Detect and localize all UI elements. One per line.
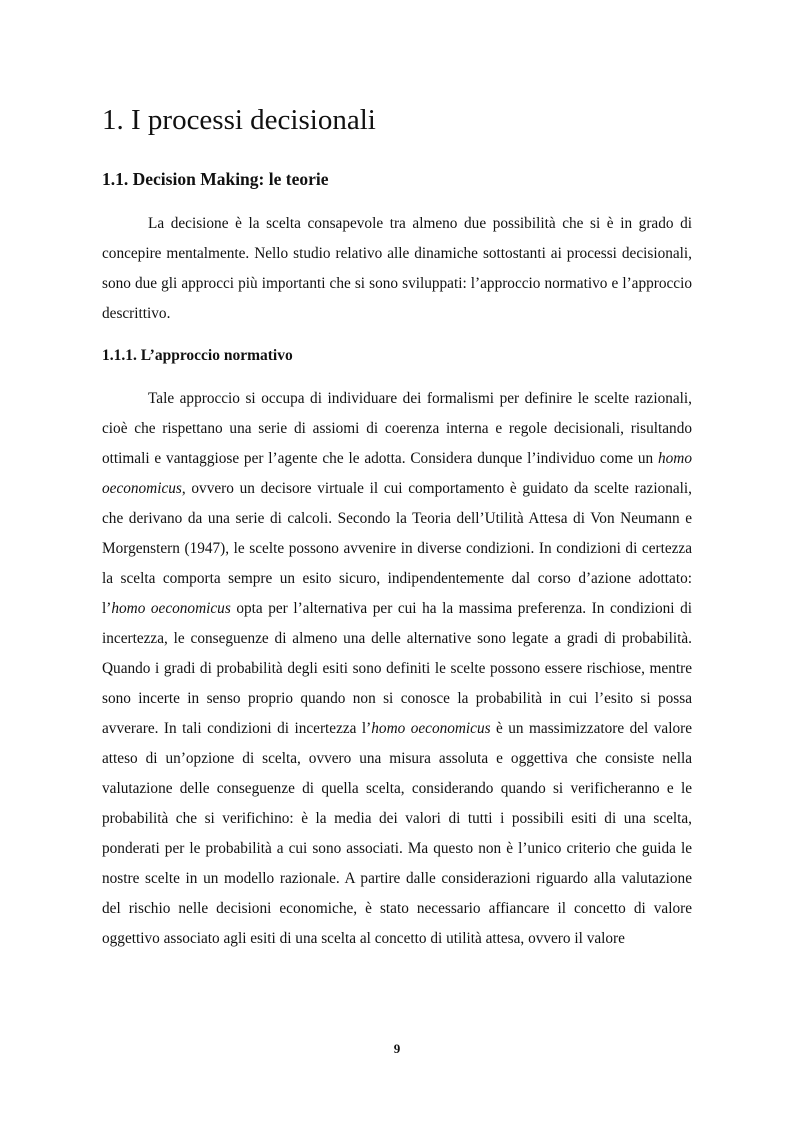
italic-term: homo oeconomicus (111, 600, 231, 617)
paragraph-decision-definition: La decisione è la scelta consapevole tra almeno due possibilità che si è in grado di concepire mentalmente. Nello studio relativo alle dinamiche sottostanti ai processi decisionali, sono due gli approcci più importanti che si sono sviluppati: l’approccio normativo e l’approccio descrittivo. (102, 215, 692, 322)
page-number: 9 (393, 1041, 401, 1056)
text-run: , ovvero un decisore virtuale il cui comportamento è guidato da scelte razionali, che derivano da una serie di calcoli. Secondo la Teoria dell’Utilità Attesa di Von Neumann e Morgenstern (1947), le scelte possono avvenire in diverse condizioni. In condizioni di certezza la scelta comporta sempre un esito sicuro, indipendentemente dal corso d’azione adottato: l’ (102, 480, 692, 617)
italic-term: homo oeconomicus (102, 450, 692, 497)
subsection-title: 1.1.1. L’approccio normativo (102, 347, 293, 364)
text-run: opta per l’alternativa per cui ha la massima preferenza. In condizioni di incertezza, le conseguenze di almeno una delle alternative sono legate a gradi di probabilità. Quando i gradi di probabilità degli esiti sono definiti le scelte possono essere rischiose, mentre sono incerte in senso proprio quando non si conosce la probabilità in cui l’esito si possa avverare. In tali condizioni di incertezza l’ (102, 600, 692, 737)
chapter-title: 1. I processi decisionali (102, 104, 376, 136)
paragraph-normative-approach (102, 384, 692, 954)
italic-term: homo oeconomicus (371, 720, 491, 737)
text-run: è un massimizzatore del valore atteso di un’opzione di scelta, ovvero una misura assoluta e oggettiva che consiste nella valutazione delle conseguenze di quella scelta, considerando quando si verificheranno e le probabilità che si verifichino: è la media dei valori di tutti i possibili esiti di una scelta, ponderati per le probabilità a cui sono associati. Ma questo non è l’unico criterio che guida le nostre scelte in un modello razionale. A partire dalle considerazioni riguardo alla valutazione del rischio nelle decisioni economiche, è stato necessario affiancare il concetto di valore oggettivo associato agli esiti di una scelta al concetto di utilità attesa, ovvero il valore (102, 720, 692, 947)
text-run: Tale approccio si occupa di individuare dei formalismi per definire le scelte razionali, cioè che rispettano una serie di assiomi di coerenza interna e regole decisionali, risultando ottimali e vantaggiose per l’agente che le adotta. Considera dunque l’individuo come un (102, 390, 692, 467)
section-title: 1.1. Decision Making: le teorie (102, 169, 329, 189)
